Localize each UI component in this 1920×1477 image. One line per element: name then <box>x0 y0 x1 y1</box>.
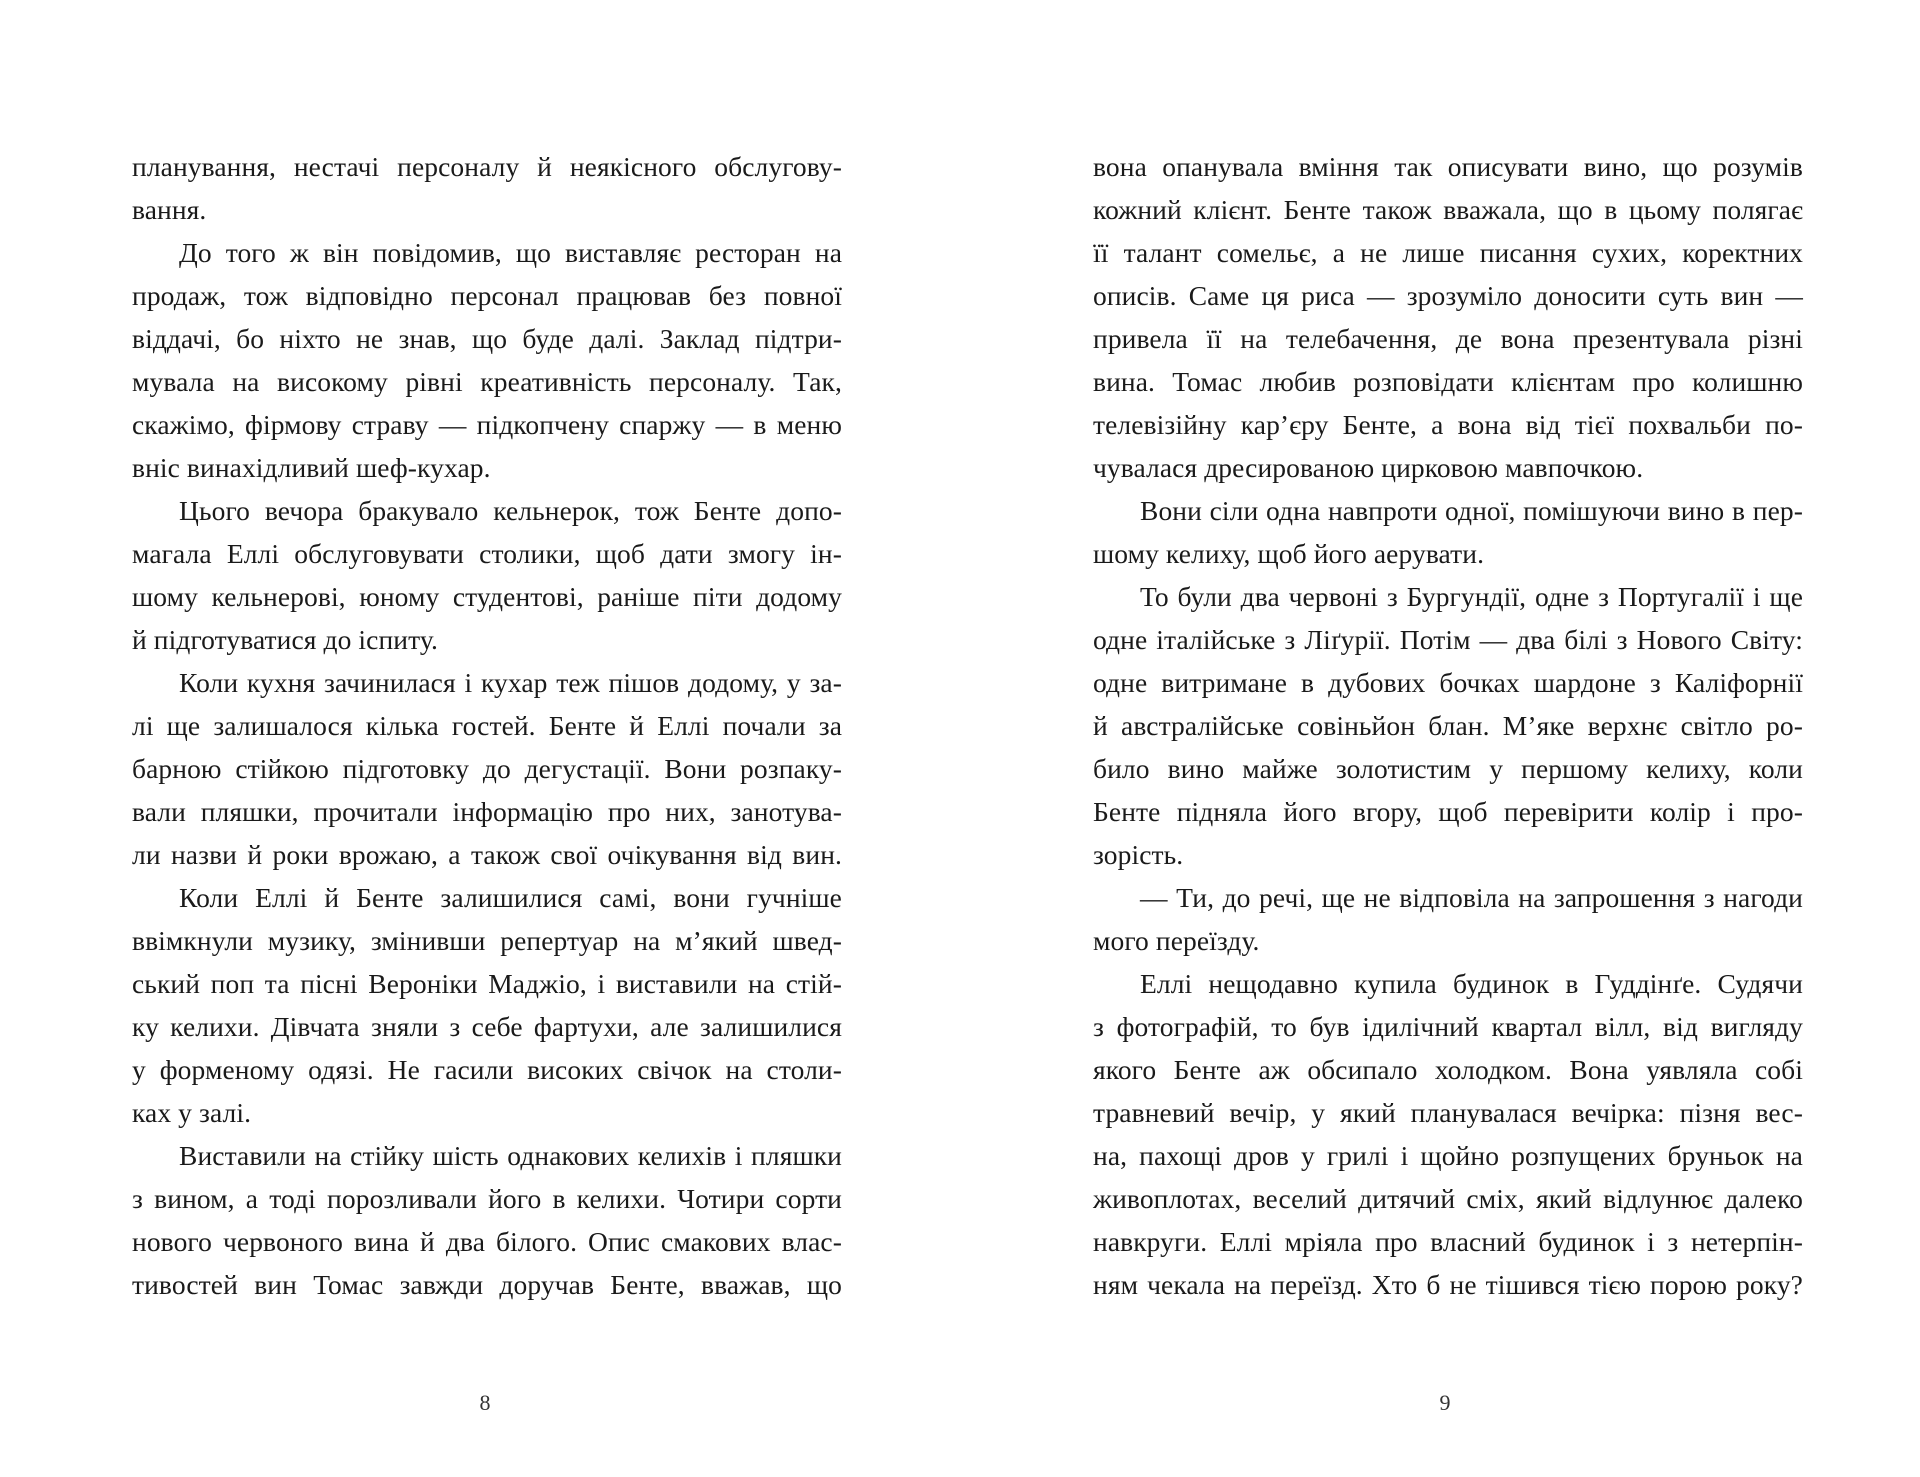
text-line: скажімо, фірмову страву — підкопчену спаржу — в меню <box>132 409 842 440</box>
text-line: Коли кухня зачинилася і кухар теж пішов додому, у за- <box>179 667 842 698</box>
text-line: Виставили на стійку шість однакових келихів і пляшки <box>179 1140 842 1171</box>
text-line: травневий вечір, у який планувалася вечірка: пізня вес- <box>1093 1097 1803 1128</box>
text-line: До того ж він повідомив, що виставляє ресторан на <box>179 237 842 268</box>
text-line: вали пляшки, прочитали інформацію про них, занотува- <box>132 796 842 827</box>
text-line: продаж, тож відповідно персонал працював без повної <box>132 280 842 311</box>
left-page-text <box>132 145 842 1306</box>
text-line: То були два червоні з Бургундії, одне з Португалії і ще <box>1140 581 1803 612</box>
text-line: чувалася дресированою цирковою мавпочкою. <box>1093 452 1644 483</box>
text-line: — Ти, до речі, ще не відповіла на запрошення з нагоди <box>1140 882 1803 913</box>
text-line: лі ще залишалося кілька гостей. Бенте й Еллі почали за <box>132 710 842 741</box>
text-line: у форменому одязі. Не гасили високих свічок на столи- <box>132 1054 842 1085</box>
text-line: й підготуватися до іспиту. <box>132 624 438 655</box>
right-page <box>960 0 1920 1477</box>
text-line: її талант сомельє, а не лише писання сухих, коректних <box>1093 237 1803 268</box>
text-line: вина. Томас любив розповідати клієнтам про колишню <box>1093 366 1803 397</box>
text-line: Еллі нещодавно купила будинок в Гуддінґе. Судячи <box>1140 968 1803 999</box>
text-line: вання. <box>132 194 207 225</box>
text-line: віддачі, бо ніхто не знав, що буде далі. Заклад підтри- <box>132 323 842 354</box>
text-line: одне італійське з Ліґурії. Потім — два білі з Нового Світу: <box>1093 624 1803 655</box>
text-line: Бенте підняла його вгору, щоб перевірити колір і про- <box>1093 796 1803 827</box>
text-line: нового червоного вина й два білого. Опис смакових влас- <box>132 1226 842 1257</box>
text-line: магала Еллі обслуговувати столики, щоб дати змогу ін- <box>132 538 842 569</box>
right-page-text <box>1093 145 1803 1306</box>
text-line: навкруги. Еллі мріяла про власний будинок і з нетерпін- <box>1093 1226 1803 1257</box>
right-page-number: 9 <box>1439 1390 1451 1415</box>
text-line: описів. Саме ця риса — зрозуміло доносити суть вин — <box>1093 280 1803 311</box>
text-line: барною стійкою підготовку до дегустації. Вони розпаку- <box>132 753 842 784</box>
left-page-number: 8 <box>479 1390 491 1415</box>
text-line: шому келиху, щоб його аерувати. <box>1093 538 1485 569</box>
text-line: привела її на телебачення, де вона презентувала різні <box>1093 323 1803 354</box>
text-line: з фотографій, то був ідилічний квартал вілл, від вигляду <box>1093 1011 1803 1042</box>
text-line: вніс винахідливий шеф-кухар. <box>132 452 491 483</box>
text-line: ський поп та пісні Вероніки Маджіо, і виставили на стій- <box>132 968 842 999</box>
text-line: телевізійну кар’єру Бенте, а вона від тієї похвальби по- <box>1093 409 1803 440</box>
text-line: зорість. <box>1093 839 1184 870</box>
text-line: вона опанувала вміння так описувати вино, що розумів <box>1093 151 1803 182</box>
text-line: Цього вечора бракувало кельнерок, тож Бенте допо- <box>179 495 842 526</box>
text-line: на, пахощі дров у грилі і щойно розпущених бруньок на <box>1093 1140 1803 1171</box>
text-line: ку келихи. Дівчата зняли з себе фартухи, але залишилися <box>132 1011 842 1042</box>
text-line: ках у залі. <box>132 1097 252 1128</box>
text-line: одне витримане в дубових бочках шардоне з Каліфорнії <box>1093 667 1803 698</box>
text-line: шому кельнерові, юному студентові, раніше піти додому <box>132 581 842 612</box>
text-line: й австралійське совіньйон блан. М’яке верхнє світло ро- <box>1093 710 1803 741</box>
text-line: якого Бенте аж обсипало холодком. Вона уявляла собі <box>1093 1054 1803 1085</box>
text-line: живоплотах, веселий дитячий сміх, який відлунює далеко <box>1093 1183 1803 1214</box>
text-line: Вони сіли одна навпроти одної, помішуючи вино в пер- <box>1140 495 1803 526</box>
text-line: тивостей вин Томас завжди доручав Бенте, вважав, що <box>132 1269 842 1300</box>
text-line: мувала на високому рівні креативність персоналу. Так, <box>132 366 842 397</box>
text-line: кожний клієнт. Бенте також вважала, що в цьому полягає <box>1093 194 1803 225</box>
text-line: ввімкнули музику, змінивши репертуар на м’який швед- <box>132 925 842 956</box>
text-line: Коли Еллі й Бенте залишилися самі, вони гучніше <box>179 882 842 913</box>
text-line: ням чекала на переїзд. Хто б не тішився тією порою року? <box>1093 1269 1803 1300</box>
text-line: з вином, а тоді порозливали його в келихи. Чотири сорти <box>132 1183 842 1214</box>
text-line: планування, нестачі персоналу й неякісного обслугову- <box>132 151 842 182</box>
text-line: било вино майже золотистим у першому келиху, коли <box>1093 753 1803 784</box>
text-line: ли назви й роки врожаю, а також свої очікування від вин. <box>132 839 842 870</box>
text-line: мого переїзду. <box>1093 925 1260 956</box>
